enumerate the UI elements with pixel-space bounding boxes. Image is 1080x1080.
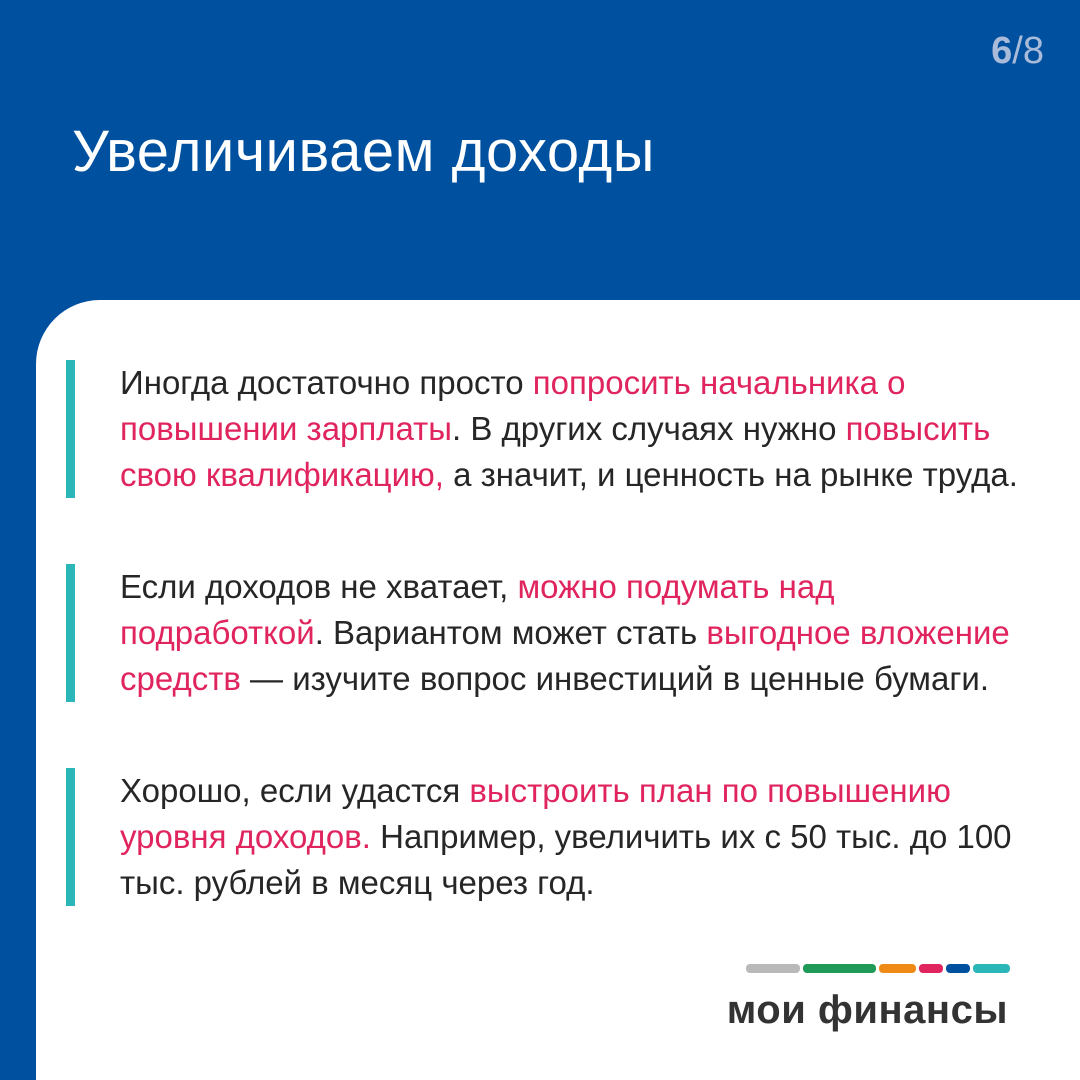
page-separator: / (1012, 30, 1023, 72)
highlighted-text: попросить начальника о повышении зарплаты (120, 364, 906, 447)
highlighted-text: выгодное вложение средств (120, 614, 1010, 697)
stripe-segment-gray (746, 964, 800, 973)
text-segment: . В других случаях нужно (451, 410, 846, 447)
text-segment: Если доходов не хватает, (120, 568, 518, 605)
text-segment: — изучите вопрос инвестиций в ценные бумаги. (240, 660, 989, 697)
text-segment: Например, увеличить их с 50 тыс. до 100 тыс. рублей в месяц через год. (120, 818, 1012, 901)
highlighted-text: выстроить план по повышению уровня доходов. (120, 772, 951, 855)
text-segment: . Вариантом может стать (314, 614, 707, 651)
text-segment: Иногда достаточно просто (120, 364, 533, 401)
paragraph-1 (66, 360, 1040, 498)
paragraph-3 (66, 768, 1040, 906)
content-card (36, 300, 1080, 1080)
stripe-segment-orange (879, 964, 916, 973)
stripe-segment-pink (919, 964, 943, 973)
paragraph-text (120, 768, 1040, 906)
page-title: Увеличиваем доходы (72, 119, 655, 184)
stripe-segment-green (803, 964, 876, 973)
paragraph-text (120, 564, 1040, 702)
page-total: 8 (1022, 30, 1044, 72)
paragraph-2 (66, 564, 1040, 702)
text-segment: а значит, и ценность на рынке труда. (443, 456, 1018, 493)
page-counter (991, 30, 1044, 73)
stripe-segment-blue (946, 964, 970, 973)
accent-bar (66, 360, 75, 498)
brand-stripe (746, 964, 1010, 973)
accent-bar (66, 768, 75, 906)
highlighted-text: можно подумать над подработкой (120, 568, 835, 651)
text-segment: Хорошо, если удастся (120, 772, 470, 809)
brand-logo-text: мои финансы (726, 988, 1008, 1032)
highlighted-text: повысить свою квалификацию, (120, 410, 991, 493)
stripe-segment-teal (973, 964, 1010, 973)
paragraph-text (120, 360, 1040, 498)
accent-bar (66, 564, 75, 702)
page-current: 6 (991, 30, 1013, 72)
